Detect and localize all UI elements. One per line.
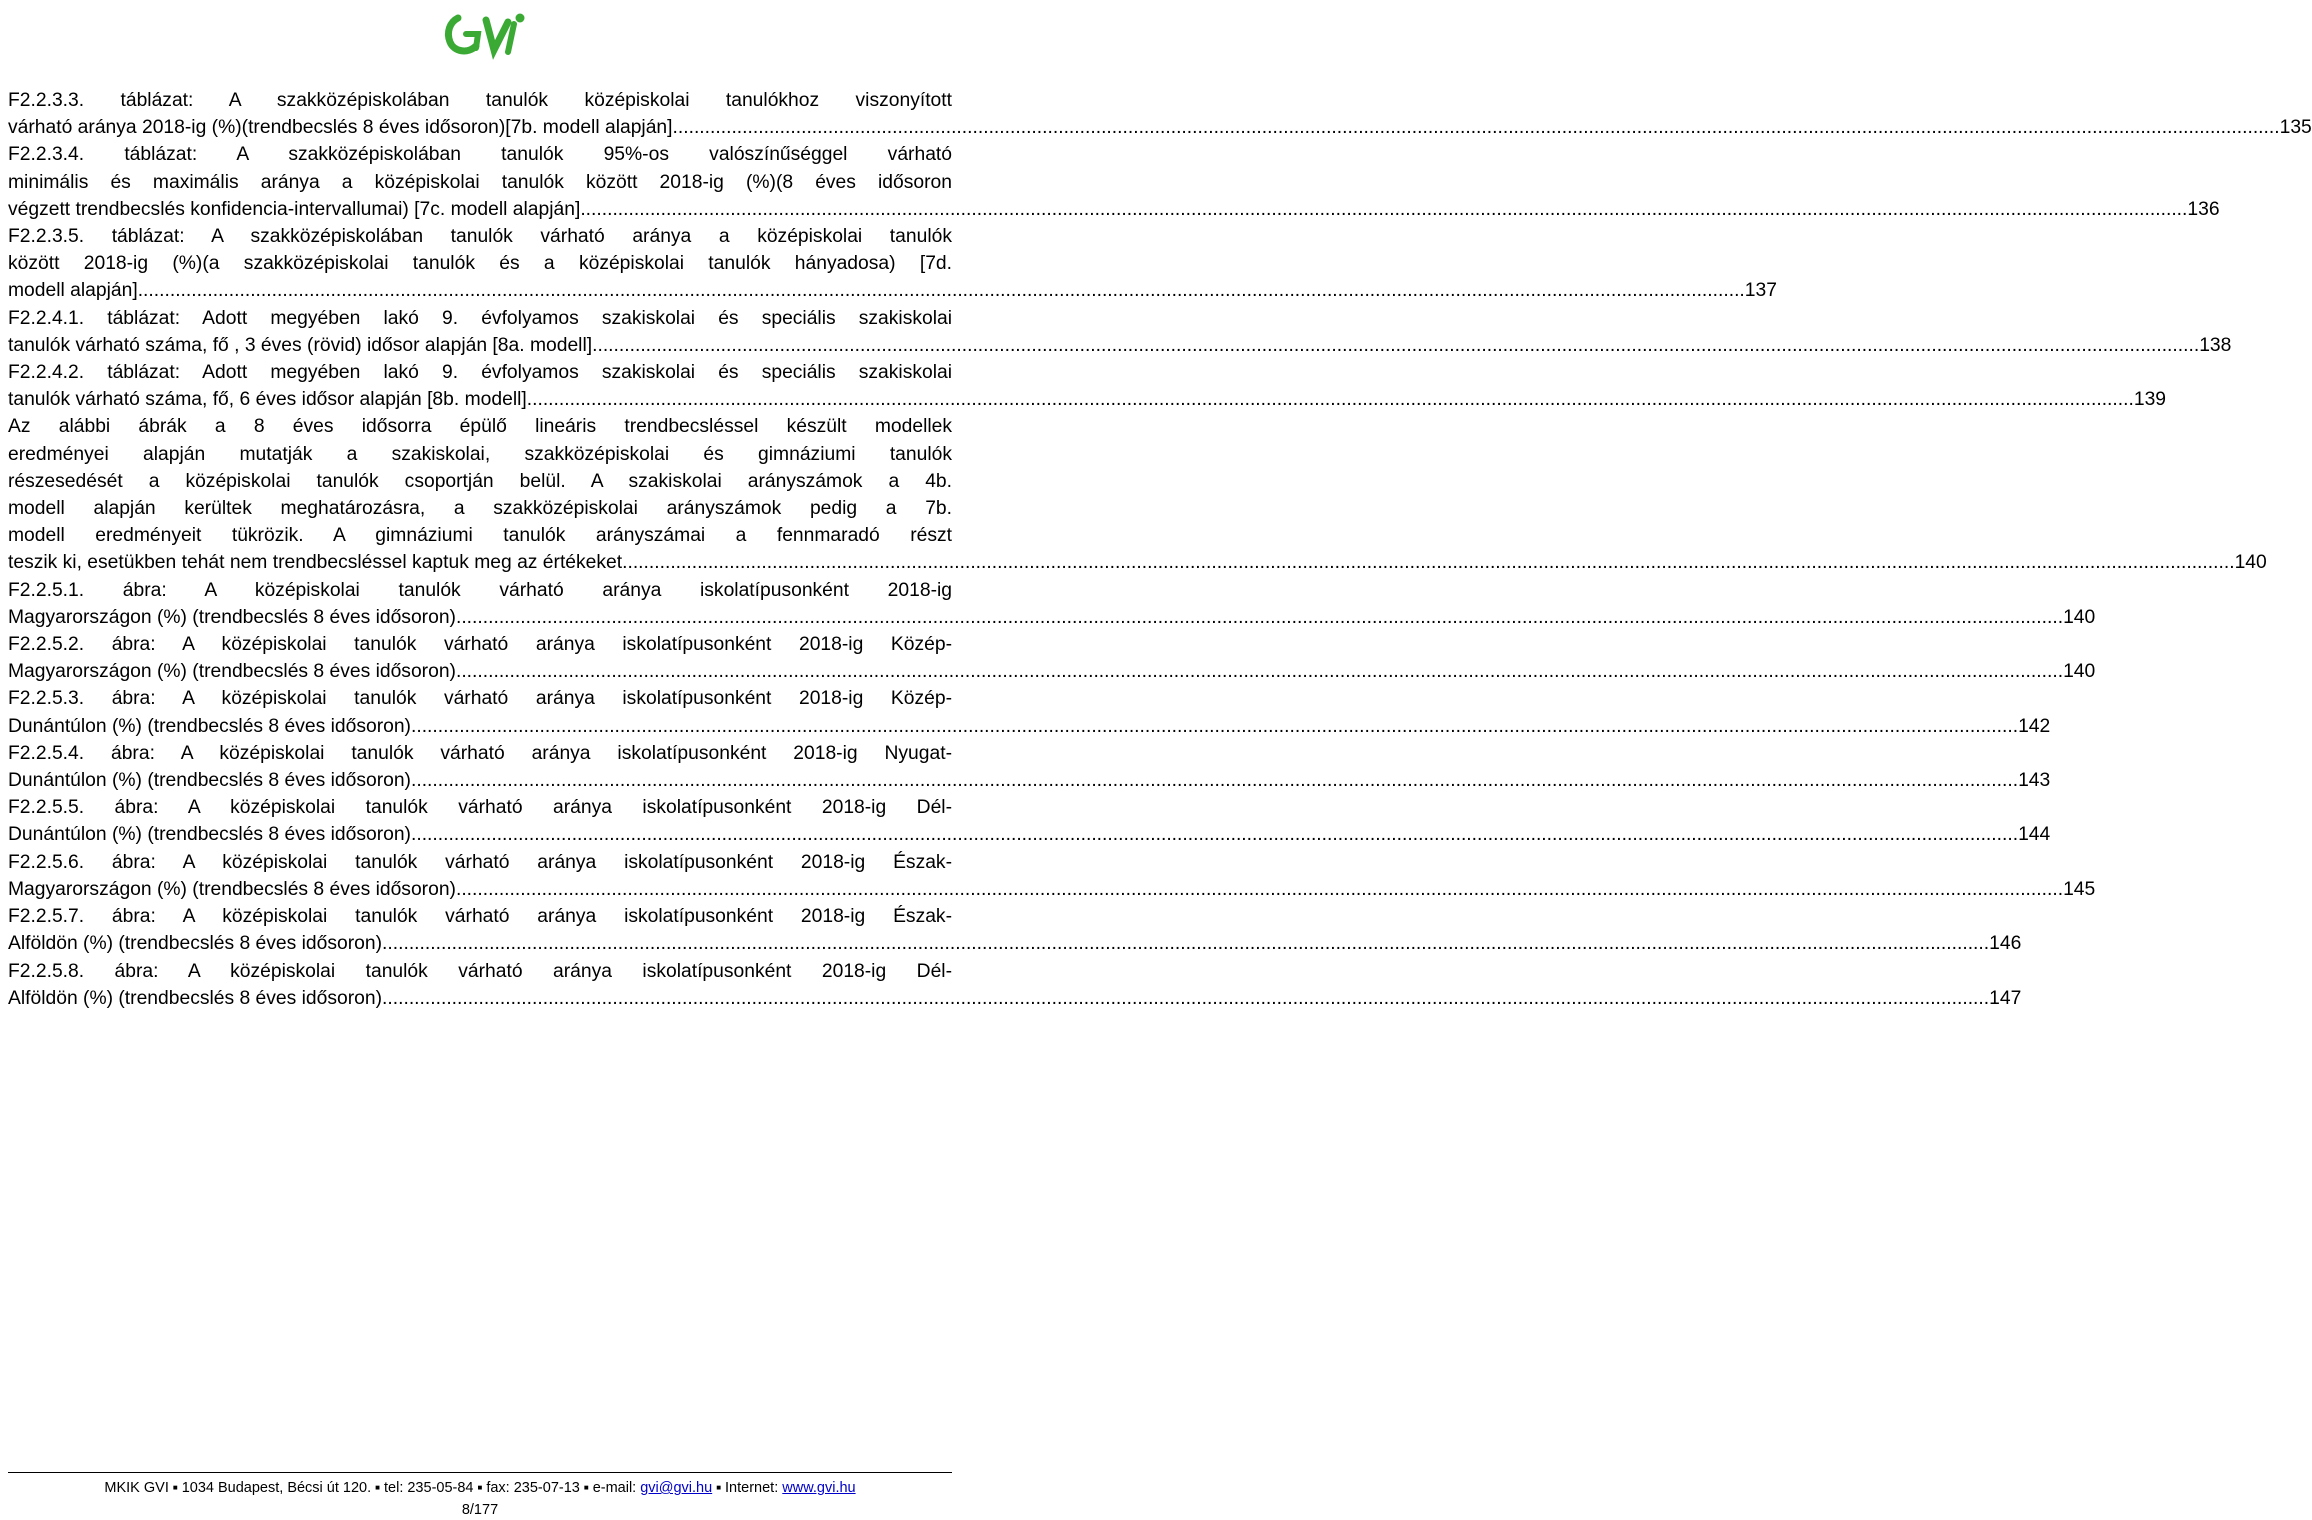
toc-entry-line: várható aránya 2018-ig (%)(trendbecslés 8 éves idősoron)[7b. modell alapján] xyxy=(8,117,673,139)
toc-entry[interactable] xyxy=(8,359,2167,413)
separator-icon: ■ xyxy=(477,1483,483,1493)
toc-entry-line: eredményei alapján mutatják a szakiskolai, szakközépiskolai és gimnáziumi tanulók xyxy=(8,443,952,465)
toc-entry-line: minimális és maximális aránya a középiskolai tanulók között 2018-ig (%)(8 éves idősoron xyxy=(8,171,952,193)
page-number: 8/177 xyxy=(461,1502,499,1518)
toc-entry-line: F2.2.3.5. táblázat: A szakközépiskolában tanulók várható aránya a középiskolai tanulók xyxy=(8,226,952,248)
dot-leader: ............................................................................................................................................................................................................................................................................................................ xyxy=(455,661,2064,683)
dot-leader: ............................................................................................................................................................................................................................................................................................................ xyxy=(410,715,2019,737)
separator-icon: ■ xyxy=(583,1483,589,1493)
toc-entry-last-line xyxy=(8,196,2220,223)
toc-entry-line: F2.2.5.3. ábra: A középiskolai tanulók várható aránya iskolatípusonként 2018-ig Közép- xyxy=(8,688,952,710)
toc-entry-line: Alföldön (%) (trendbecslés 8 éves idősoron) xyxy=(8,933,383,955)
toc-entry-line: modell alapján kerültek meghatározásra, a szakközépiskolai arányszámok pedig a 7b. xyxy=(8,498,952,520)
toc-entry-line: F2.2.4.2. táblázat: Adott megyében lakó 9. évfolyamos szakiskolai és speciális szakiskolai xyxy=(8,362,952,384)
footer-email-label: e-mail: xyxy=(592,1480,637,1496)
dot-leader: ............................................................................................................................................................................................................................................................................................................ xyxy=(455,606,2064,628)
toc-entry-last-line xyxy=(8,549,2267,576)
dot-leader: ............................................................................................................................................................................................................................................................................................................ xyxy=(526,389,2134,411)
toc-entry-last-line xyxy=(8,604,2096,631)
toc-entry-line: tanulók várható száma, fő , 3 éves (rövid) idősor alapján [8a. modell] xyxy=(8,334,593,356)
toc-entry-line: végzett trendbecslés konfidencia-intervallumai) [7c. modell alapján] xyxy=(8,198,581,220)
toc-entry-line: F2.2.4.1. táblázat: Adott megyében lakó 9. évfolyamos szakiskolai és speciális szakiskolai xyxy=(8,307,952,329)
toc-entry-last-line xyxy=(8,821,2051,848)
toc-entry-last-line xyxy=(8,930,2022,957)
toc-entry-last-line xyxy=(8,985,2022,1012)
toc-entry[interactable] xyxy=(8,413,2267,576)
footer-internet-label: Internet: xyxy=(725,1480,779,1496)
separator-icon: ■ xyxy=(172,1483,178,1493)
logo-mark xyxy=(448,18,514,52)
toc-entry-line: teszik ki, esetükben tehát nem trendbecsléssel kaptuk meg az értékeket. xyxy=(8,552,628,574)
gvi-logo xyxy=(436,4,528,60)
dot-leader: ............................................................................................................................................................................................................................................................................................................ xyxy=(382,933,1990,955)
dot-leader: ............................................................................................................................................................................................................................................................................................................ xyxy=(137,280,1745,302)
dot-leader: ............................................................................................................................................................................................................................................................................................................ xyxy=(410,824,2019,846)
footer-email-link[interactable]: gvi@gvi.hu xyxy=(640,1480,713,1496)
dot-leader: ............................................................................................................................................................................................................................................................................................................ xyxy=(455,878,2064,900)
toc-entry-line: modell eredményeit tükrözik. A gimnáziumi tanulók arányszámai a fennmaradó részt xyxy=(8,525,952,547)
toc-entry-line: F2.2.5.4. ábra: A középiskolai tanulók várható aránya iskolatípusonként 2018-ig Nyugat- xyxy=(8,742,952,764)
toc-entry-line: részesedését a középiskolai tanulók csoportján belül. A szakiskolai arányszámok a 4b. xyxy=(8,470,952,492)
dot-leader: ............................................................................................................................................................................................................................................................................................................ xyxy=(580,198,2188,220)
toc-entry-line: F2.2.5.2. ábra: A középiskolai tanulók várható aránya iskolatípusonként 2018-ig Közép- xyxy=(8,634,952,656)
toc-entry-line: tanulók várható száma, fő, 6 éves idősor alapján [8b. modell] xyxy=(8,389,527,411)
toc-entry[interactable] xyxy=(8,849,2096,903)
toc-entry-line: F2.2.5.1. ábra: A középiskolai tanulók várható aránya iskolatípusonként 2018-ig xyxy=(8,579,952,601)
toc-entry[interactable] xyxy=(8,740,2051,794)
toc-entry-line: Magyarországon (%) (trendbecslés 8 éves idősoron) xyxy=(8,606,456,628)
toc-entry-line: Magyarországon (%) (trendbecslés 8 éves idősoron) xyxy=(8,878,456,900)
dot-leader: ............................................................................................................................................................................................................................................................................................................ xyxy=(592,334,2200,356)
toc-page-number: 142 xyxy=(2018,715,2051,737)
toc-entry-line: modell alapján] xyxy=(8,280,138,302)
footer-web-link[interactable]: www.gvi.hu xyxy=(782,1480,856,1496)
toc-entry-line: Dunántúlon (%) (trendbecslés 8 éves idősoron) xyxy=(8,715,411,737)
toc-entry-line: F2.2.3.4. táblázat: A szakközépiskolában tanulók 95%-os valószínűséggel várható xyxy=(8,144,952,166)
toc-entry[interactable] xyxy=(8,794,2051,848)
toc-page-number: 146 xyxy=(1989,933,2022,955)
toc-page-number: 139 xyxy=(2133,389,2167,411)
toc-page-number: 145 xyxy=(2063,878,2096,900)
toc-entry[interactable] xyxy=(8,685,2051,739)
footer-contact xyxy=(0,1478,960,1498)
footer-org: MKIK GVI xyxy=(104,1480,169,1496)
toc-entry[interactable] xyxy=(8,141,2220,223)
dot-leader: ............................................................................................................................................................................................................................................................................................................ xyxy=(410,770,2019,792)
toc-entry-line: között 2018-ig (%)(a szakközépiskolai tanulók és a középiskolai tanulók hányadosa) [7d. xyxy=(8,253,952,275)
dot-leader: ............................................................................................................................................................................................................................................................................................................ xyxy=(382,987,1990,1009)
toc-entry-line: F2.2.5.7. ábra: A középiskolai tanulók várható aránya iskolatípusonként 2018-ig Észak- xyxy=(8,906,952,928)
toc-page-number: 147 xyxy=(1989,987,2022,1009)
table-of-contents xyxy=(8,87,2312,1012)
toc-entry-last-line xyxy=(8,114,2312,141)
toc-page-number: 137 xyxy=(1744,280,1777,302)
toc-page-number: 140 xyxy=(2063,661,2096,683)
dot-leader: ............................................................................................................................................................................................................................................................................................................ xyxy=(627,552,2235,574)
toc-entry-line: Az alábbi ábrák a 8 éves idősorra épülő lineáris trendbecsléssel készült modellek xyxy=(8,416,952,438)
toc-page-number: 140 xyxy=(2234,552,2267,574)
toc-entry-last-line xyxy=(8,386,2167,413)
toc-entry[interactable] xyxy=(8,87,2312,141)
toc-entry[interactable] xyxy=(8,223,1777,305)
toc-entry-line: Magyarországon (%) (trendbecslés 8 éves idősoron) xyxy=(8,661,456,683)
toc-entry-last-line xyxy=(8,332,2232,359)
toc-entry-last-line xyxy=(8,767,2051,794)
toc-entry-line: Dunántúlon (%) (trendbecslés 8 éves idősoron) xyxy=(8,770,411,792)
toc-entry-last-line xyxy=(8,876,2096,903)
toc-entry[interactable] xyxy=(8,958,2022,1012)
footer-divider xyxy=(8,1472,952,1473)
toc-page-number: 136 xyxy=(2187,198,2220,220)
toc-entry-last-line xyxy=(8,713,2051,740)
separator-icon: ■ xyxy=(716,1483,722,1493)
toc-entry-line: Dunántúlon (%) (trendbecslés 8 éves idősoron) xyxy=(8,824,411,846)
separator-icon: ■ xyxy=(375,1483,380,1493)
toc-entry[interactable] xyxy=(8,305,2232,359)
toc-page-number: 140 xyxy=(2063,606,2096,628)
toc-entry-line: F2.2.5.5. ábra: A középiskolai tanulók várható aránya iskolatípusonként 2018-ig Dél- xyxy=(8,797,952,819)
toc-page-number: 135 xyxy=(2279,117,2312,139)
logo-dot xyxy=(516,14,525,23)
dot-leader: ............................................................................................................................................................................................................................................................................................................ xyxy=(672,117,2280,139)
toc-page-number: 143 xyxy=(2018,770,2051,792)
toc-entry-line: Alföldön (%) (trendbecslés 8 éves idősoron) xyxy=(8,987,383,1009)
toc-entry[interactable] xyxy=(8,903,2022,957)
footer-fax: fax: 235-07-13 xyxy=(486,1480,580,1496)
toc-entry-last-line xyxy=(8,658,2096,685)
toc-entry[interactable] xyxy=(8,577,2096,631)
footer-address: 1034 Budapest, Bécsi út 120. xyxy=(181,1480,372,1496)
toc-entry-line: F2.2.5.6. ábra: A középiskolai tanulók várható aránya iskolatípusonként 2018-ig Észak- xyxy=(8,851,952,873)
toc-page-number: 138 xyxy=(2199,334,2232,356)
footer-tel: tel: 235-05-84 xyxy=(384,1480,474,1496)
toc-entry[interactable] xyxy=(8,631,2096,685)
toc-page-number: 144 xyxy=(2018,824,2051,846)
toc-entry-line: F2.2.5.8. ábra: A középiskolai tanulók várható aránya iskolatípusonként 2018-ig Dél- xyxy=(8,960,952,982)
toc-entry-last-line xyxy=(8,277,1777,304)
toc-entry-line: F2.2.3.3. táblázat: A szakközépiskolában tanulók középiskolai tanulókhoz viszonyított xyxy=(8,90,952,111)
